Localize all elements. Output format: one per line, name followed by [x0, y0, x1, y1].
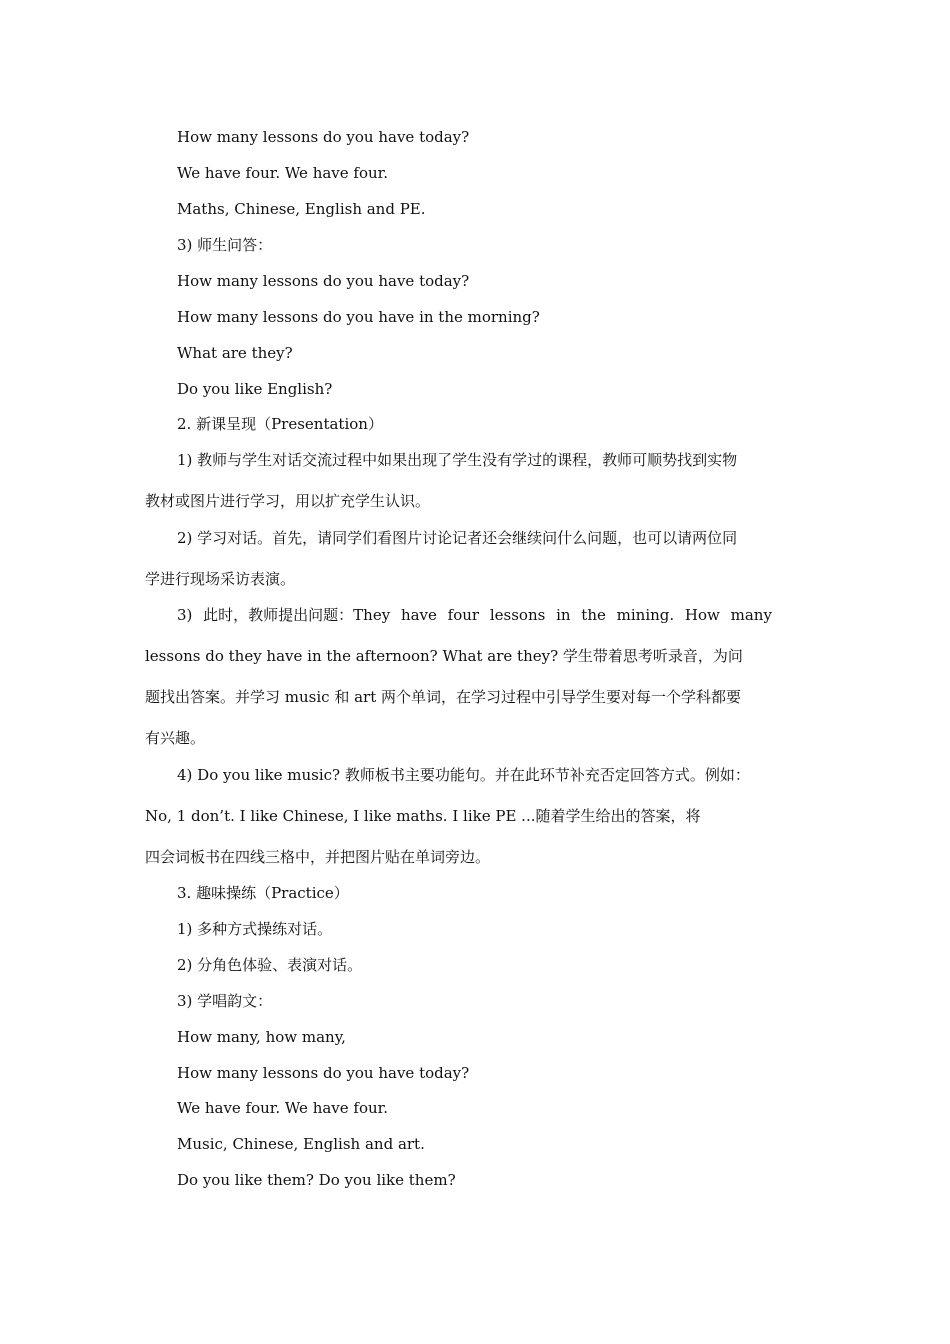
- text-line: 3) 学唱韵文：: [177, 992, 273, 1010]
- text-line: How many lessons do you have today?: [177, 1064, 470, 1082]
- text-line: 4) Do you like music? 教师板书主要功能句。并在此环节补充否定回答方式。例如：: [177, 766, 750, 784]
- text-line: Maths, Chinese, English and PE.: [177, 200, 426, 218]
- text-line: 1) 教师与学生对话交流过程中如果出现了学生没有学过的课程，教师可顺势找到实物: [177, 451, 738, 469]
- text-line: 3) 此时，教师提出问题：They have four lessons in the mining. How many: [177, 606, 772, 624]
- text-line: Do you like them? Do you like them?: [177, 1171, 456, 1189]
- section-heading: 2. 新课呈现（Presentation）: [177, 415, 383, 433]
- section-heading: 3. 趣味操练（Practice）: [177, 884, 349, 902]
- text-line: 学进行现场采访表演。: [145, 570, 296, 588]
- text-line: 2) 分角色体验、表演对话。: [177, 956, 363, 974]
- text-line: What are they?: [177, 344, 293, 362]
- text-line: 3) 师生问答：: [177, 236, 273, 254]
- text-line: lessons do they have in the afternoon? What are they? 学生带着思考听录音，为问: [145, 647, 743, 665]
- text-line: Music, Chinese, English and art.: [177, 1135, 425, 1153]
- text-line: Do you like English?: [177, 380, 333, 398]
- text-line: How many, how many,: [177, 1028, 346, 1046]
- text-line: No, 1 don’t. I like Chinese, I like maths. I like PE ...随着学生给出的答案，将: [145, 807, 701, 825]
- text-line: 教材或图片进行学习，用以扩充学生认识。: [145, 492, 431, 510]
- text-line: 四会词板书在四线三格中，并把图片贴在单词旁边。: [145, 848, 491, 866]
- text-line: How many lessons do you have today?: [177, 128, 470, 146]
- text-line: 1) 多种方式操练对话。: [177, 920, 333, 938]
- text-line: How many lessons do you have in the morning?: [177, 308, 540, 326]
- text-line: 2) 学习对话。首先，请同学们看图片讨论记者还会继续问什么问题，也可以请两位同: [177, 529, 738, 547]
- text-line: How many lessons do you have today?: [177, 272, 470, 290]
- text-line: We have four. We have four.: [177, 164, 388, 182]
- text-line: 题找出答案。并学习 music 和 art 两个单词，在学习过程中引导学生要对每一个学科都要: [145, 688, 741, 706]
- text-line: We have four. We have four.: [177, 1099, 388, 1117]
- text-line: 有兴趣。: [145, 729, 206, 747]
